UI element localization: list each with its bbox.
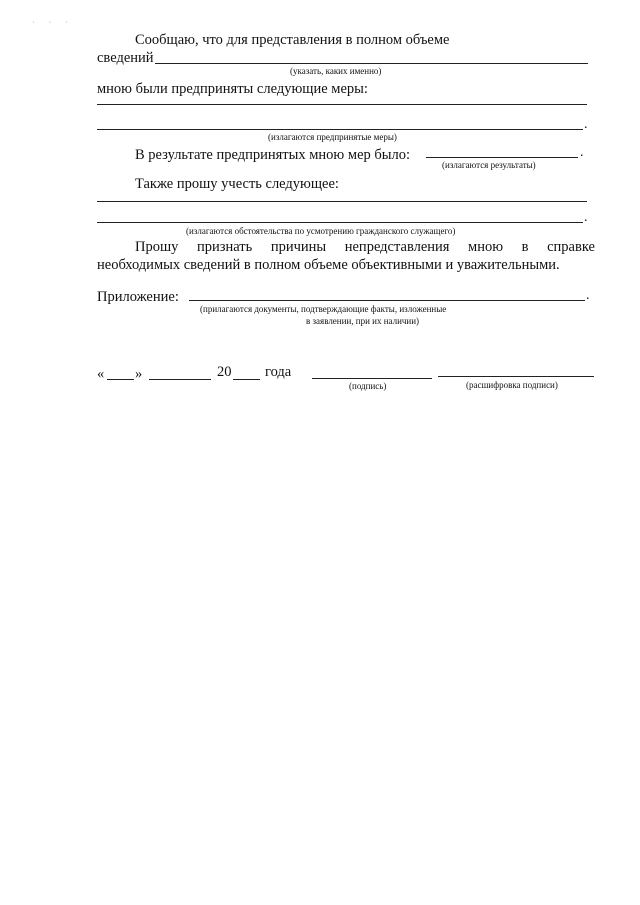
scan-artifact: · · · — [32, 18, 74, 27]
info-hint: (указать, каких именно) — [290, 66, 382, 76]
signature-decode-field[interactable] — [438, 376, 594, 377]
measures-field-line-1[interactable] — [97, 104, 587, 105]
circumstances-field-line-1[interactable] — [97, 201, 587, 202]
year-field[interactable] — [233, 379, 260, 380]
attachment-hint-2: в заявлении, при их наличии) — [306, 316, 420, 326]
signature-hint: (подпись) — [349, 381, 387, 391]
period: . — [584, 117, 588, 132]
year-suffix: года — [265, 364, 292, 380]
also-text: Также прошу учесть следующее: — [135, 176, 339, 192]
results-field[interactable] — [426, 157, 578, 158]
signature-field[interactable] — [312, 378, 432, 379]
request-word: признать — [196, 239, 253, 255]
request-word: в — [521, 239, 529, 255]
request-word: мною — [468, 239, 504, 255]
request-word: причины — [270, 239, 327, 255]
period: . — [584, 210, 588, 225]
request-line-2: необходимых сведений в полном объеме объективными и уважительными. — [97, 257, 560, 273]
circumstances-hint: (излагаются обстоятельства по усмотрению гражданского служащего) — [186, 226, 456, 236]
request-word: справке — [547, 239, 595, 255]
measures-field-line-2[interactable] — [97, 129, 583, 130]
results-text: В результате предпринятых мною мер было: — [135, 147, 411, 163]
date-quote-close: » — [135, 366, 143, 382]
month-field[interactable] — [149, 379, 211, 380]
attachment-label: Приложение: — [97, 289, 179, 305]
attachment-field[interactable] — [189, 300, 585, 301]
day-field[interactable] — [107, 379, 134, 380]
attachment-hint-1: (прилагаются документы, подтверждающие факты, изложенные — [200, 304, 447, 314]
request-word: Прошу — [135, 239, 179, 255]
circumstances-field-line-2[interactable] — [97, 222, 583, 223]
intro-text: Сообщаю, что для представления в полном объеме — [135, 32, 450, 48]
results-hint: (излагаются результаты) — [442, 160, 536, 170]
date-quote-open: « — [97, 366, 105, 382]
signature-decode-hint: (расшифровка подписи) — [466, 380, 558, 390]
measures-text: мною были предприняты следующие меры: — [97, 81, 368, 97]
request-line-1 — [135, 239, 595, 255]
request-word: непредставления — [344, 239, 450, 255]
period: . — [580, 145, 584, 160]
year-prefix: 20 — [217, 364, 232, 380]
measures-hint: (излагаются предпринятые меры) — [268, 132, 397, 142]
info-field[interactable] — [155, 63, 588, 64]
period: . — [586, 288, 590, 303]
info-label: сведений — [97, 50, 154, 66]
